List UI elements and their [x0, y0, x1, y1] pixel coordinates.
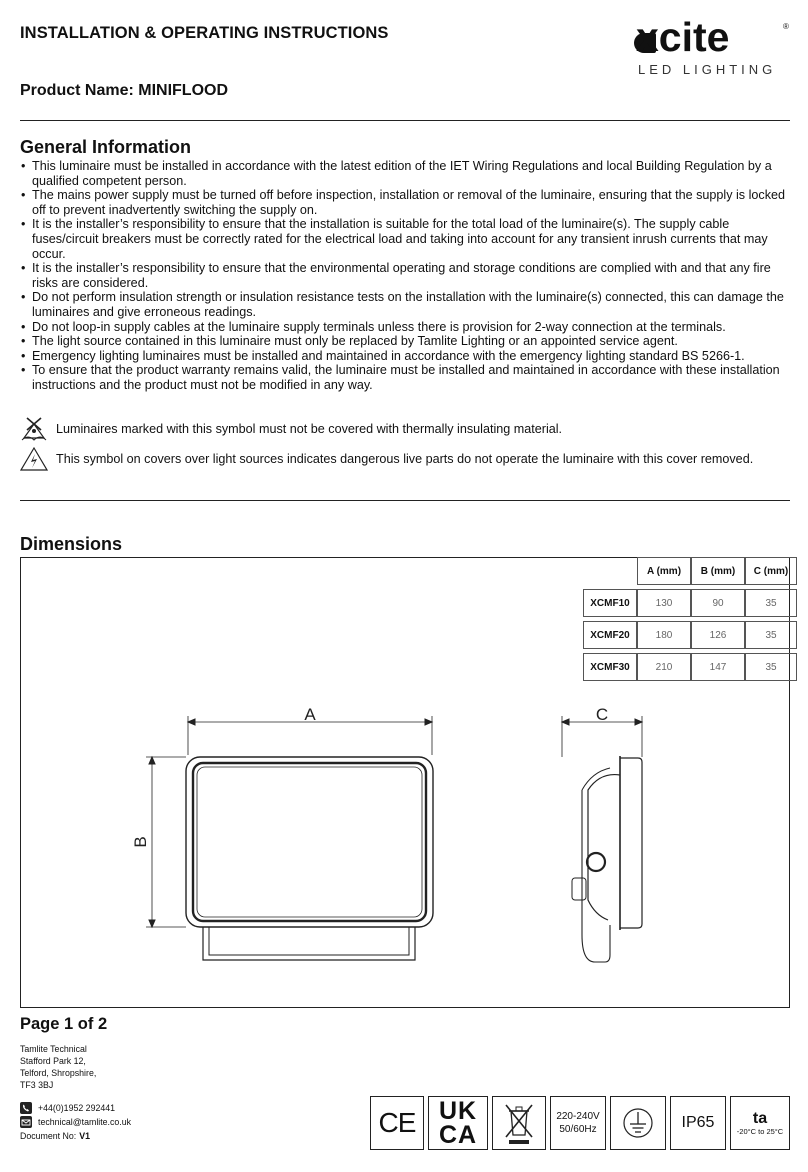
bullet-item: • The mains power supply must be turned off before inspection, installation or removal of the luminaire, ensuring that the supply is locked off to prevent inadvertently switching the supply on. — [18, 188, 790, 217]
dimension-label-b: B — [131, 836, 150, 848]
email-address[interactable]: technical@tamlite.co.uk — [38, 1117, 132, 1127]
document-number — [20, 1131, 90, 1141]
bullet-item: • Emergency lighting luminaires must be installed and maintained in accordance with the emergency lighting standard BS 5266-1. — [18, 349, 790, 364]
bullet-item: • The light source contained in this luminaire must only be replaced by Tamlite Lighting or an appointed service agent. — [18, 334, 790, 349]
live-parts-note-text: This symbol on covers over light sources indicates dangerous live parts do not operate the luminaire with this cover removed. — [56, 452, 754, 466]
document-title: INSTALLATION & OPERATING INSTRUCTIONS — [20, 24, 389, 42]
class-one-badge — [610, 1096, 666, 1150]
weee-badge — [492, 1096, 546, 1150]
email-icon — [20, 1116, 32, 1128]
dimension-label-c: C — [595, 705, 609, 724]
page-number: Page 1 of 2 — [20, 1015, 108, 1033]
general-heading: General Information — [20, 137, 192, 157]
address-line: TF3 3BJ — [20, 1080, 54, 1090]
phone-number[interactable]: +44(0)1952 292441 — [38, 1103, 116, 1113]
ta-range: -20°C to 25°C — [736, 1126, 784, 1136]
bullet-item: • Do not loop-in supply cables at the luminaire supply terminals unless there is provision for 2-way connection at the terminals. — [18, 320, 790, 335]
col-header-c: C (mm) — [745, 557, 797, 585]
voltage-range: 220-240V — [556, 1111, 600, 1122]
ukca-mark-badge — [428, 1096, 488, 1150]
cell-c: 35 — [745, 621, 797, 649]
bullet-item: • Do not perform insulation strength or insulation resistance tests on the installation with the luminaire(s) connected, this can damage the luminaires and give erroneous readings. — [18, 290, 790, 319]
document-number-label: Document No: — [20, 1131, 77, 1141]
address-line: Tamlite Technical — [20, 1044, 87, 1054]
dimensions-heading: Dimensions — [20, 534, 123, 554]
phone-icon — [20, 1102, 32, 1114]
cell-a: 180 — [637, 621, 691, 649]
bullet-item: • To ensure that the product warranty remains valid, the luminaire must be installed and maintained in accordance with these installation instructions and the product must not be modified in any way. — [18, 363, 790, 392]
ip-rating-badge — [670, 1096, 726, 1150]
side-view — [562, 716, 642, 962]
ta-symbol: ta — [752, 1109, 768, 1127]
voltage-badge — [550, 1096, 606, 1150]
col-header-a: A (mm) — [637, 557, 691, 585]
email-row — [20, 1116, 131, 1128]
ce-mark-badge — [370, 1096, 424, 1150]
logo-subtitle: LED LIGHTING — [638, 62, 777, 77]
product-label: Product Name: — [20, 82, 134, 99]
bullet-item: • It is the installer’s responsibility to ensure that the installation is suitable for the total load of the luminaire(s). The supply cable fuses/circuit breakers must be correctly rated for the electrical load and taking into account for any transient inrush currents that may occur. — [18, 217, 790, 261]
row-code: XCMF10 — [583, 589, 637, 617]
row-code: XCMF30 — [583, 653, 637, 681]
logo-word: xcite — [636, 14, 730, 60]
company-address — [20, 1043, 96, 1091]
product-name: MINIFLOOD — [138, 82, 229, 99]
row-code: XCMF20 — [583, 621, 637, 649]
front-view — [146, 716, 433, 960]
col-header-b: B (mm) — [691, 557, 745, 585]
address-line: Telford, Shropshire, — [20, 1068, 97, 1078]
ambient-temp-badge — [730, 1096, 790, 1150]
cell-b: 90 — [691, 589, 745, 617]
cell-c: 35 — [745, 589, 797, 617]
ukca-top: UK — [438, 1097, 478, 1125]
protective-earth-icon — [622, 1107, 654, 1139]
document-number-value: V1 — [79, 1131, 90, 1141]
insulation-note-text: Luminaires marked with this symbol must not be covered with thermally insulating material. — [56, 422, 563, 436]
cell-a: 130 — [637, 589, 691, 617]
logo-registered-mark: ® — [783, 22, 789, 31]
phone-row — [20, 1102, 115, 1114]
ce-mark: CE — [378, 1107, 416, 1138]
cell-b: 126 — [691, 621, 745, 649]
address-line: Stafford Park 12, — [20, 1056, 86, 1066]
ukca-bottom: CA — [438, 1121, 478, 1149]
dimension-label-a: A — [304, 705, 316, 724]
bullet-item: • It is the installer’s responsibility to ensure that the environmental operating and storage conditions are complied with and that any fire risks are considered. — [18, 261, 790, 290]
frequency: 50/60Hz — [559, 1124, 597, 1135]
crossed-bin-icon — [502, 1101, 536, 1145]
cell-b: 147 — [691, 653, 745, 681]
bullet-item: • This luminaire must be installed in accordance with the latest edition of the IET Wiring Regulations and local Building Regulation by a qualified competent person. — [18, 159, 790, 188]
cell-c: 35 — [745, 653, 797, 681]
ip-rating: IP65 — [681, 1114, 715, 1131]
cell-a: 210 — [637, 653, 691, 681]
